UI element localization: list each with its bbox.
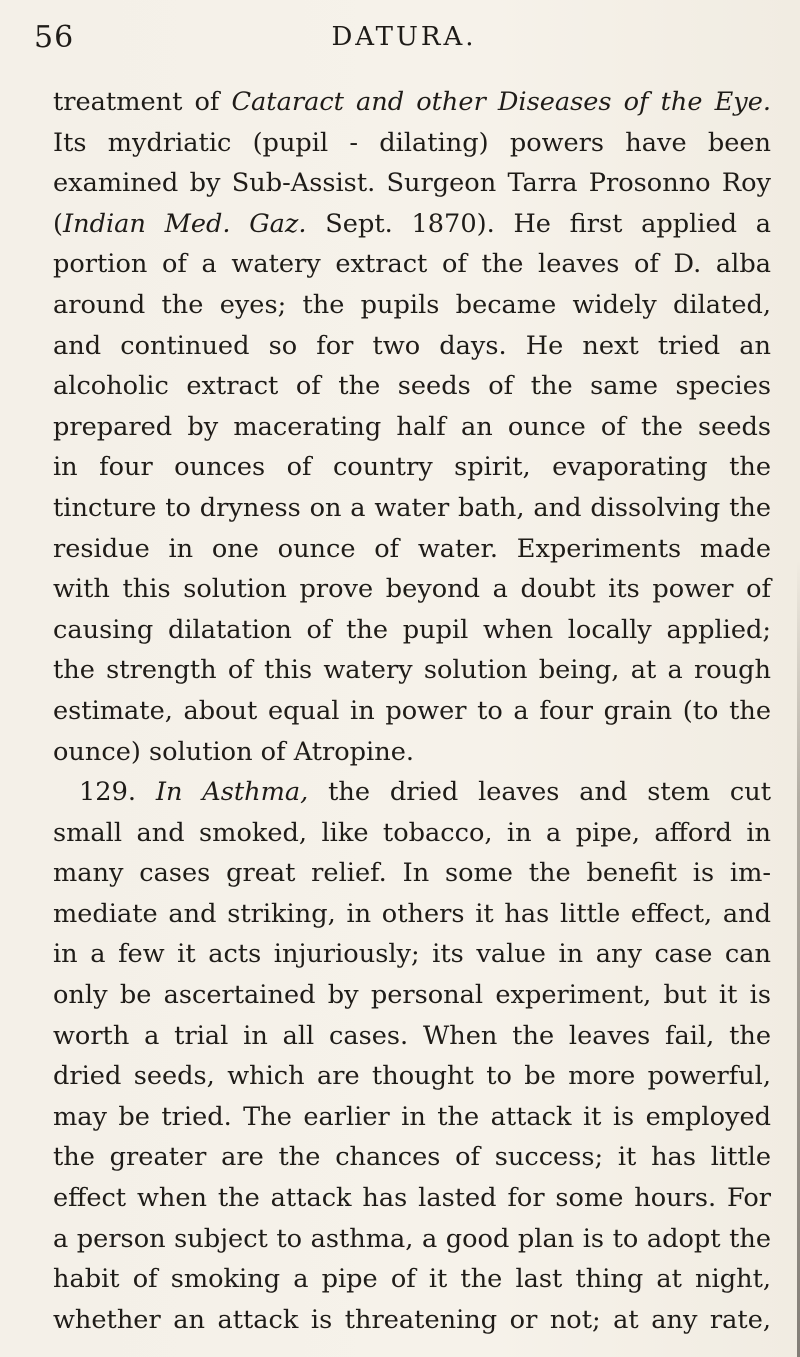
text-line-paragraph-end: ounce) solution of Atropine. (53, 736, 414, 767)
body-text (53, 82, 771, 1340)
text-line: may be tried. The earlier in the attack it is employed (53, 1101, 771, 1132)
text-line: mediate and striking, in others it has little effect, and (53, 898, 771, 929)
text-line: tincture to dryness on a water bath, and dissolving the (53, 492, 771, 523)
text-line: many cases great relief. In some the benefit is im- (53, 858, 771, 889)
text-line: with this solution prove beyond a doubt its power of (53, 574, 771, 605)
text-line: (Indian Med. Gaz. Sept. 1870). He first applied a (53, 208, 771, 239)
text-line: residue in one ounce of water. Experiments made (53, 533, 771, 564)
text-line: habit of smoking a pipe of it the last thing at night, (53, 1264, 771, 1295)
page-number: 56 (34, 20, 75, 55)
text-line: only be ascertained by personal experiment, but it is (53, 980, 771, 1011)
text-line: a person subject to asthma, a good plan is to adopt the (53, 1223, 771, 1254)
text-line: portion of a watery extract of the leaves of D. alba (53, 249, 771, 280)
text-line: whether an attack is threatening or not; at any rate, (53, 1304, 771, 1335)
text-line: treatment of Cataract and other Diseases of the Eye. (53, 87, 772, 117)
text-line: estimate, about equal in power to a four grain (to the (53, 695, 771, 726)
text-line: around the eyes; the pupils became widely dilated, (53, 289, 771, 320)
text-line: effect when the attack has lasted for some hours. For (53, 1183, 771, 1214)
text-line: examined by Sub-Assist. Surgeon Tarra Prosonno Roy (53, 168, 771, 199)
text-line: prepared by macerating half an ounce of the seeds (53, 411, 771, 442)
text-line: in four ounces of country spirit, evaporating the (53, 452, 771, 483)
text-line: small and smoked, like tobacco, in a pipe, afford in (53, 817, 771, 848)
text-line: the strength of this watery solution being, at a rough (53, 655, 771, 686)
text-line: causing dilatation of the pupil when locally applied; (53, 614, 771, 645)
text-line: in a few it acts injuriously; its value in any case can (53, 939, 771, 970)
text-line: alcoholic extract of the seeds of the same species (53, 371, 771, 402)
text-line: Its mydriatic (pupil - dilating) powers have been (53, 127, 771, 158)
text-line: worth a trial in all cases. When the leaves fail, the (53, 1020, 771, 1051)
running-head: DATURA. (331, 22, 477, 52)
text-line: and continued so for two days. He next tried an (53, 330, 771, 361)
page-header (34, 20, 774, 60)
text-line: dried seeds, which are thought to be more powerful, (53, 1061, 771, 1092)
text-line: the greater are the chances of success; it has little (53, 1142, 771, 1173)
text-line-paragraph-start: 129. In Asthma, the dried leaves and stem cut (79, 777, 771, 808)
